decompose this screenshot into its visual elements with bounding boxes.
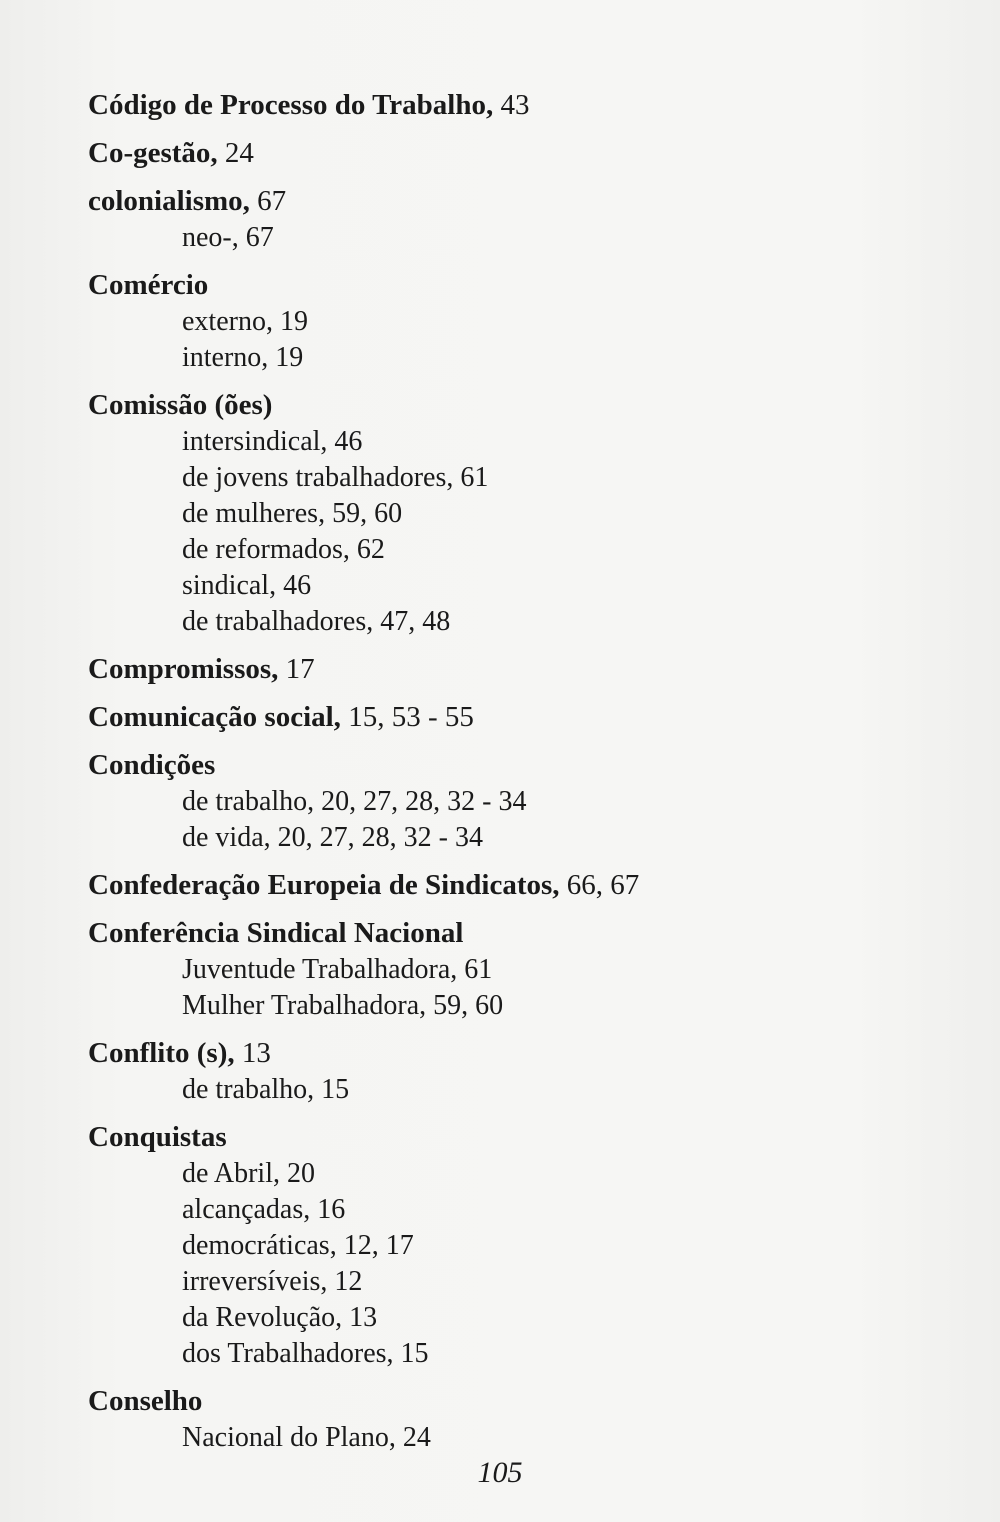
index-main-term bbox=[88, 1118, 948, 1156]
index-list bbox=[88, 86, 948, 1456]
index-subentry: intersindical, 46 bbox=[182, 426, 363, 457]
index-subentry: da Revolução, 13 bbox=[182, 1302, 378, 1333]
index-entry bbox=[88, 698, 948, 736]
index-entry bbox=[88, 1118, 948, 1372]
index-subentry: irreversíveis, 12 bbox=[182, 1266, 363, 1297]
index-subentry: neo-, 67 bbox=[182, 222, 274, 253]
index-entry bbox=[88, 914, 948, 1024]
index-term: colonialismo, bbox=[88, 185, 250, 217]
index-subentry: Juventude Trabalhadora, 61 bbox=[182, 954, 493, 985]
index-entry bbox=[88, 1034, 948, 1108]
index-term: Comunicação social, bbox=[88, 701, 341, 733]
index-entry bbox=[88, 266, 948, 376]
index-main-term bbox=[88, 134, 948, 172]
index-term: Co-gestão, bbox=[88, 137, 218, 169]
index-pages: 24 bbox=[224, 137, 254, 169]
index-main-term bbox=[88, 866, 948, 904]
index-main-term bbox=[88, 1034, 948, 1072]
index-entry bbox=[88, 650, 948, 688]
index-subentry: sindical, 46 bbox=[182, 570, 312, 601]
index-pages: 43 bbox=[500, 89, 530, 121]
index-pages: 13 bbox=[241, 1037, 271, 1069]
index-entry bbox=[88, 1382, 948, 1456]
index-subentry: democráticas, 12, 17 bbox=[182, 1230, 414, 1261]
index-pages: 67 bbox=[257, 185, 287, 217]
index-subentry: de trabalhadores, 47, 48 bbox=[182, 606, 451, 637]
index-main-term bbox=[88, 86, 948, 124]
index-subentry: interno, 19 bbox=[182, 342, 304, 373]
index-entry bbox=[88, 134, 948, 172]
index-subentry: alcançadas, 16 bbox=[182, 1194, 346, 1225]
index-term: Conselho bbox=[88, 1385, 203, 1417]
index-subentry: externo, 19 bbox=[182, 306, 308, 337]
index-entry bbox=[88, 746, 948, 856]
index-pages: 15, 53 - 55 bbox=[348, 701, 474, 733]
index-main-term bbox=[88, 1382, 948, 1420]
index-term: Condições bbox=[88, 749, 216, 781]
index-pages: 17 bbox=[285, 653, 315, 685]
index-term: Código de Processo do Trabalho, bbox=[88, 89, 494, 121]
index-subentry: de trabalho, 20, 27, 28, 32 - 34 bbox=[182, 786, 527, 817]
index-main-term bbox=[88, 914, 948, 952]
index-subentry: Nacional do Plano, 24 bbox=[182, 1422, 431, 1453]
index-main-term bbox=[88, 182, 948, 220]
index-term: Comércio bbox=[88, 269, 209, 301]
index-term: Compromissos, bbox=[88, 653, 279, 685]
index-subentry: Mulher Trabalhadora, 59, 60 bbox=[182, 990, 504, 1021]
index-entry bbox=[88, 86, 948, 124]
index-entry bbox=[88, 182, 948, 256]
index-term: Confederação Europeia de Sindicatos, bbox=[88, 869, 560, 901]
index-subentry: de trabalho, 15 bbox=[182, 1074, 350, 1105]
index-entry bbox=[88, 386, 948, 640]
index-subentry: de reformados, 62 bbox=[182, 534, 385, 565]
index-term: Comissão (ões) bbox=[88, 389, 273, 421]
index-pages: 66, 67 bbox=[566, 869, 640, 901]
index-term: Conflito (s), bbox=[88, 1037, 235, 1069]
index-main-term bbox=[88, 266, 948, 304]
index-entry bbox=[88, 866, 948, 904]
index-subentry: dos Trabalhadores, 15 bbox=[182, 1338, 429, 1369]
page-number: 105 bbox=[477, 1456, 523, 1489]
index-main-term bbox=[88, 746, 948, 784]
index-subentry: de Abril, 20 bbox=[182, 1158, 315, 1189]
index-term: Conquistas bbox=[88, 1121, 227, 1153]
index-main-term bbox=[88, 650, 948, 688]
index-term: Conferência Sindical Nacional bbox=[88, 917, 464, 949]
index-subentry: de jovens trabalhadores, 61 bbox=[182, 462, 489, 493]
index-main-term bbox=[88, 386, 948, 424]
index-main-term bbox=[88, 698, 948, 736]
index-subentry: de mulheres, 59, 60 bbox=[182, 498, 403, 529]
index-subentry: de vida, 20, 27, 28, 32 - 34 bbox=[182, 822, 483, 853]
